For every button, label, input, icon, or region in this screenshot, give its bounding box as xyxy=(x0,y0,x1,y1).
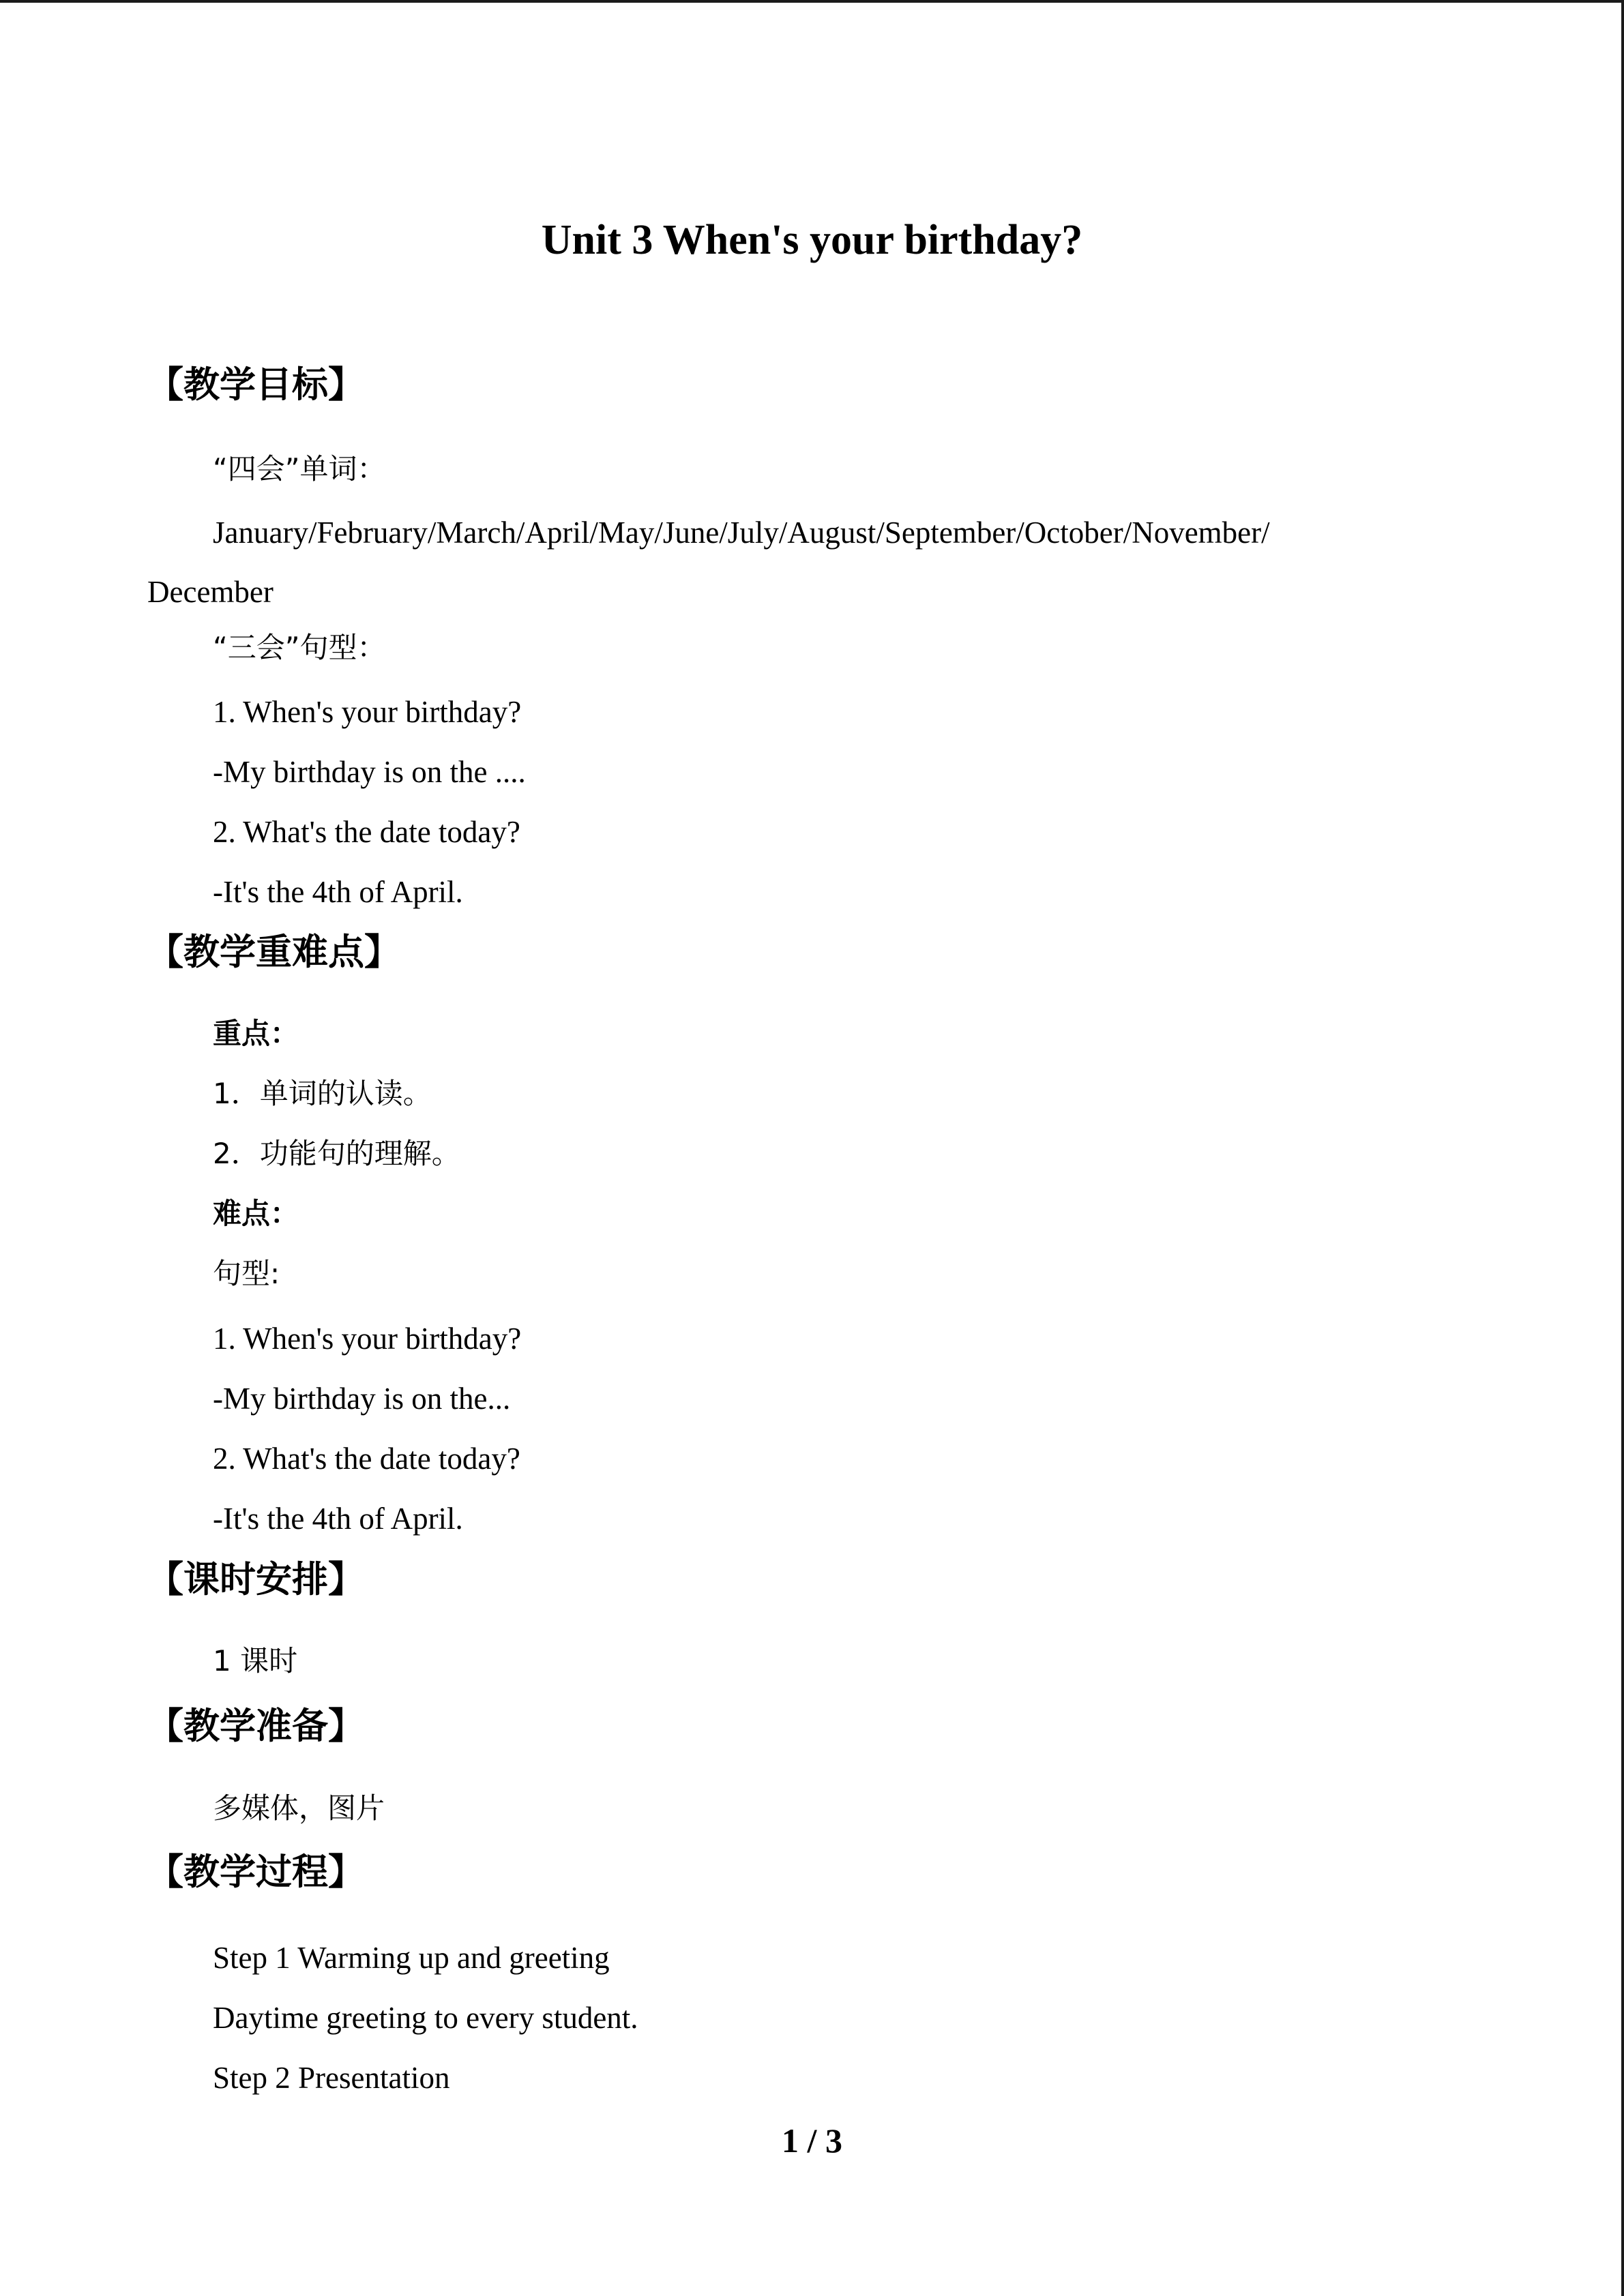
process-step-2: Step 2 Presentation xyxy=(213,2061,450,2095)
sentence-label: “三会”句型： xyxy=(213,631,386,664)
page-number: 1 / 3 xyxy=(782,2121,842,2160)
vocab-label: “四会”单词： xyxy=(213,452,386,486)
objective-sentence-2: -My birthday is on the .... xyxy=(213,755,526,789)
section-heading-preparation: 【教学准备】 xyxy=(147,1705,364,1747)
key-point-1: 1．单词的认读。 xyxy=(213,1077,432,1110)
objective-sentence-1: 1. When's your birthday? xyxy=(213,695,522,729)
objective-sentence-4: -It's the 4th of April. xyxy=(213,875,463,909)
section-heading-process: 【教学过程】 xyxy=(147,1851,364,1893)
pattern-label: 句型: xyxy=(213,1257,280,1290)
top-border xyxy=(0,0,1624,3)
right-border xyxy=(1621,0,1624,2296)
section-heading-objectives: 【教学目标】 xyxy=(147,364,364,406)
document-title: Unit 3 When's your birthday? xyxy=(541,217,1083,263)
difficult-sentence-3: 2. What's the date today? xyxy=(213,1442,520,1476)
schedule-text: 1 课时 xyxy=(213,1644,298,1678)
difficult-point-label: 难点： xyxy=(213,1197,299,1230)
difficult-sentence-2: -My birthday is on the... xyxy=(213,1382,511,1416)
vocab-list-line-1: January/February/March/April/May/June/July/August/September/October/November/ xyxy=(213,516,1270,550)
difficult-sentence-4: -It's the 4th of April. xyxy=(213,1502,463,1536)
difficult-sentence-1: 1. When's your birthday? xyxy=(213,1322,522,1356)
section-heading-keypoints: 【教学重难点】 xyxy=(147,931,400,973)
vocab-list-line-2: December xyxy=(147,575,274,609)
preparation-text: 多媒体，图片 xyxy=(213,1791,385,1825)
process-step-1: Step 1 Warming up and greeting xyxy=(213,1941,610,1975)
objective-sentence-3: 2. What's the date today? xyxy=(213,815,520,849)
key-point-label: 重点： xyxy=(213,1017,299,1050)
key-point-2: 2．功能句的理解。 xyxy=(213,1137,460,1170)
section-heading-schedule: 【课时安排】 xyxy=(147,1559,364,1600)
process-step-1-detail: Daytime greeting to every student. xyxy=(213,2001,638,2035)
